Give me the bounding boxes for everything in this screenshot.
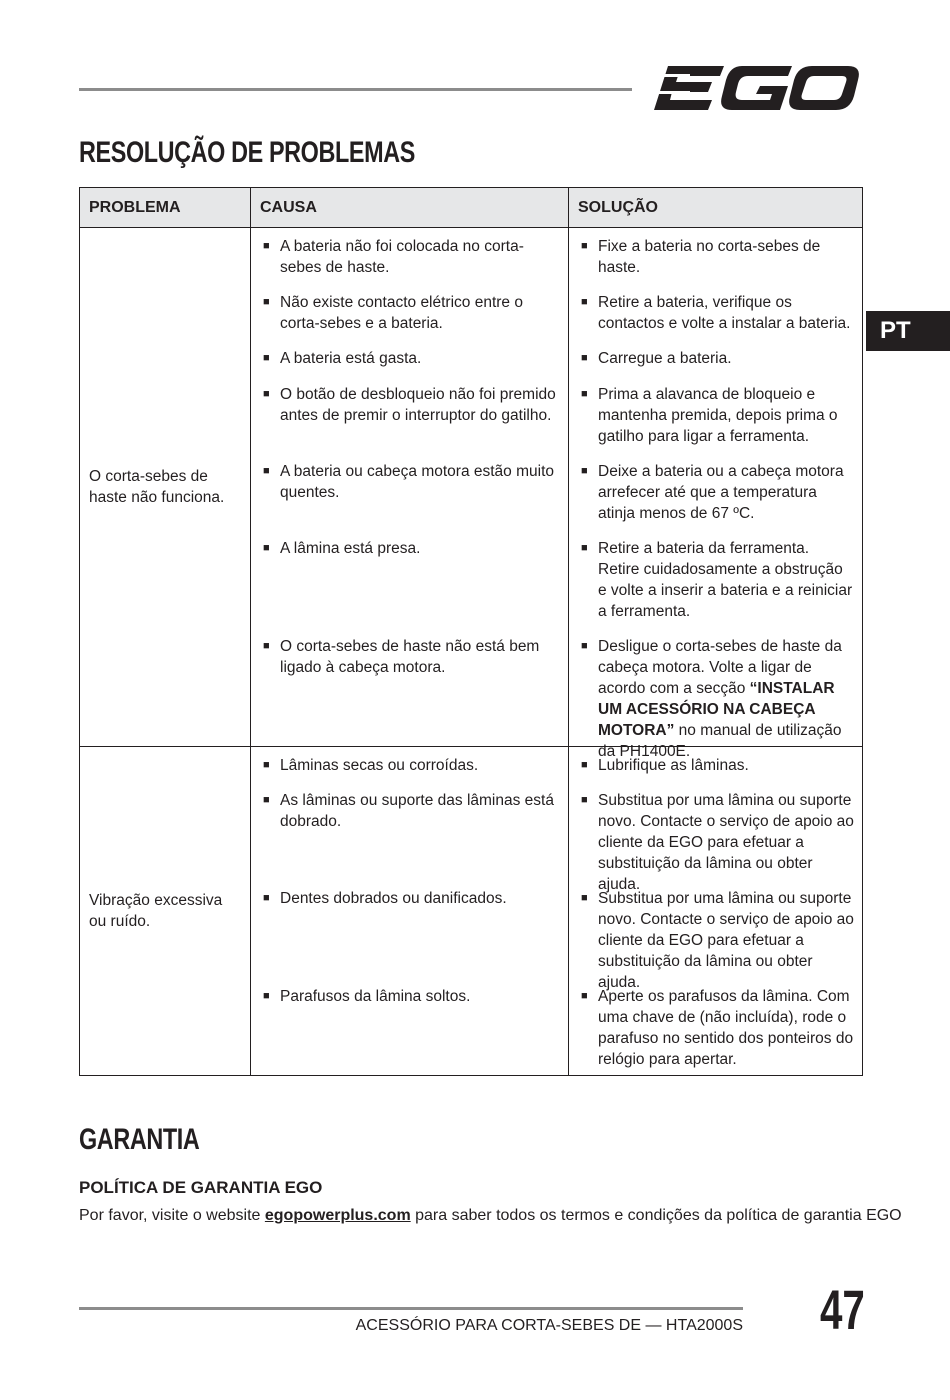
troubleshooting-title: RESOLUÇÃO DE PROBLEMAS [79,136,415,169]
problem-cell [80,228,251,747]
cause-text: A lâmina está presa. [280,540,421,557]
cause-item [251,986,568,1075]
warranty-text-before: Por favor, visite o website [79,1207,261,1224]
cause-text: Lâminas secas ou corroídas. [280,757,479,774]
bullet-icon: ■ [263,388,270,400]
cause-text: Não existe contacto elétrico entre o corta-sebes e a bateria. [280,294,523,332]
cause-item [251,636,568,746]
solution-text: Substitua por uma lâmina ou suporte novo. Contacte o serviço de apoio ao cliente da EGO para efetuar a substituição da lâmina ou obter ajuda. [598,792,854,893]
cause-text: Parafusos da lâmina soltos. [280,988,471,1005]
solution-item [569,790,862,893]
bullet-icon: ■ [263,296,270,308]
solution-cell [569,228,863,760]
bullet-icon: ■ [581,388,588,400]
solution-text: Retire a bateria da ferramenta. Retire cuidadosamente a obstrução e volte a inserir a bateria e a reiniciar a ferramenta. [598,540,853,620]
bullet-icon: ■ [581,640,588,652]
solution-item [569,986,862,1075]
language-tab-label: PT [880,317,911,344]
column-header-solution: SOLUÇÃO [569,188,863,228]
language-tab[interactable] [866,311,950,351]
cause-text: O botão de desbloqueio não foi premido antes de premir o interruptor do gatilho. [280,386,556,424]
solution-item [569,292,862,348]
warranty-policy-heading: POLÍTICA DE GARANTIA EGO [79,1178,323,1197]
solution-cell [569,747,863,1076]
bullet-icon: ■ [263,465,270,477]
table-row [80,228,863,747]
bullet-icon: ■ [581,759,588,771]
problem-text: O corta-sebes de haste não funciona. [89,468,225,506]
footer-rule [79,1307,743,1310]
bullet-icon: ■ [263,352,270,364]
solution-text: Prima a alavanca de bloqueio e mantenha premida, depois prima o gatilho para ligar a ferramenta. [598,386,838,445]
solution-text: Retire a bateria, verifique os contactos e volte a instalar a bateria. [598,294,851,332]
solution-text-post: no manual de utilização da PH1400E. [598,722,842,760]
bullet-icon: ■ [581,352,588,364]
bullet-icon: ■ [581,240,588,252]
table-row [80,747,863,1076]
cause-item [251,292,568,348]
solution-text [598,636,854,760]
solution-text: Fixe a bateria no corta-sebes de haste. [598,238,821,276]
bullet-icon: ■ [263,794,270,806]
table-header-row [80,188,863,228]
cause-item [251,755,568,790]
solution-item [569,888,862,991]
cause-text: O corta-sebes de haste não está bem ligado à cabeça motora. [280,638,540,676]
cause-item [251,384,568,461]
solution-text: Lubrifique as lâminas. [598,757,749,774]
cause-text: Dentes dobrados ou danificados. [280,890,507,907]
cause-item [251,461,568,538]
bullet-icon: ■ [581,465,588,477]
problem-text: Vibração excessiva ou ruído. [89,892,223,930]
troubleshooting-table [79,187,863,1076]
bullet-icon: ■ [263,759,270,771]
cause-item [251,348,568,384]
bullet-icon: ■ [581,794,588,806]
cause-text: As lâminas ou suporte das lâminas está dobrado. [280,792,554,830]
bullet-icon: ■ [581,892,588,904]
solution-item [569,636,862,760]
bullet-icon: ■ [263,542,270,554]
header-rule [79,88,632,91]
bullet-icon: ■ [263,892,270,904]
problem-cell [80,747,251,1076]
footer-product-name: ACESSÓRIO PARA CORTA-SEBES DE — HTA2000S [355,1317,743,1334]
solution-text: Aperte os parafusos da lâmina. Com uma chave de (não incluída), rode o parafuso no sentido dos ponteiros do relógio para apertar. [598,988,854,1068]
warranty-text [79,1207,902,1225]
solution-text-pre: Desligue o corta-sebes de haste da cabeça motora. Volte a ligar de acordo com a secção [598,638,842,697]
solution-item [569,384,862,461]
solution-item [569,461,862,538]
cause-item [251,888,568,986]
column-header-cause: CAUSA [251,188,569,228]
cause-text: A bateria ou cabeça motora estão muito quentes. [280,463,554,501]
cause-cell [251,747,569,1076]
bullet-icon: ■ [581,296,588,308]
warranty-text-after: para saber todos os termos e condições da política de garantia EGO [415,1207,902,1224]
bullet-icon: ■ [263,240,270,252]
solution-item [569,755,862,790]
solution-text: Deixe a bateria ou a cabeça motora arrefecer até que a temperatura atinja menos de 67 ºC. [598,463,844,522]
bullet-icon: ■ [581,542,588,554]
warranty-title: GARANTIA [79,1123,200,1156]
cause-text: A bateria não foi colocada no corta-sebes de haste. [280,238,524,276]
solution-text: Carregue a bateria. [598,350,732,367]
manual-section-reference: “INSTALAR UM ACESSÓRIO NA CABEÇA MOTORA” [598,680,835,739]
bullet-icon: ■ [581,990,588,1002]
cause-item [251,538,568,636]
page-number: 47 [820,1278,865,1341]
bullet-icon: ■ [263,640,270,652]
ego-logo [650,62,862,114]
cause-item [251,790,568,888]
bullet-icon: ■ [263,990,270,1002]
website-link[interactable]: egopowerplus.com [264,1207,411,1224]
solution-item [569,348,862,384]
solution-item [569,538,862,636]
cause-text: A bateria está gasta. [280,350,422,367]
cause-cell [251,228,569,747]
cause-item [251,236,568,292]
solution-text: Substitua por uma lâmina ou suporte novo. Contacte o serviço de apoio ao cliente da EGO para efetuar a substituição da lâmina ou obter ajuda. [598,890,854,991]
solution-item [569,236,862,292]
column-header-problem: PROBLEMA [80,188,251,228]
